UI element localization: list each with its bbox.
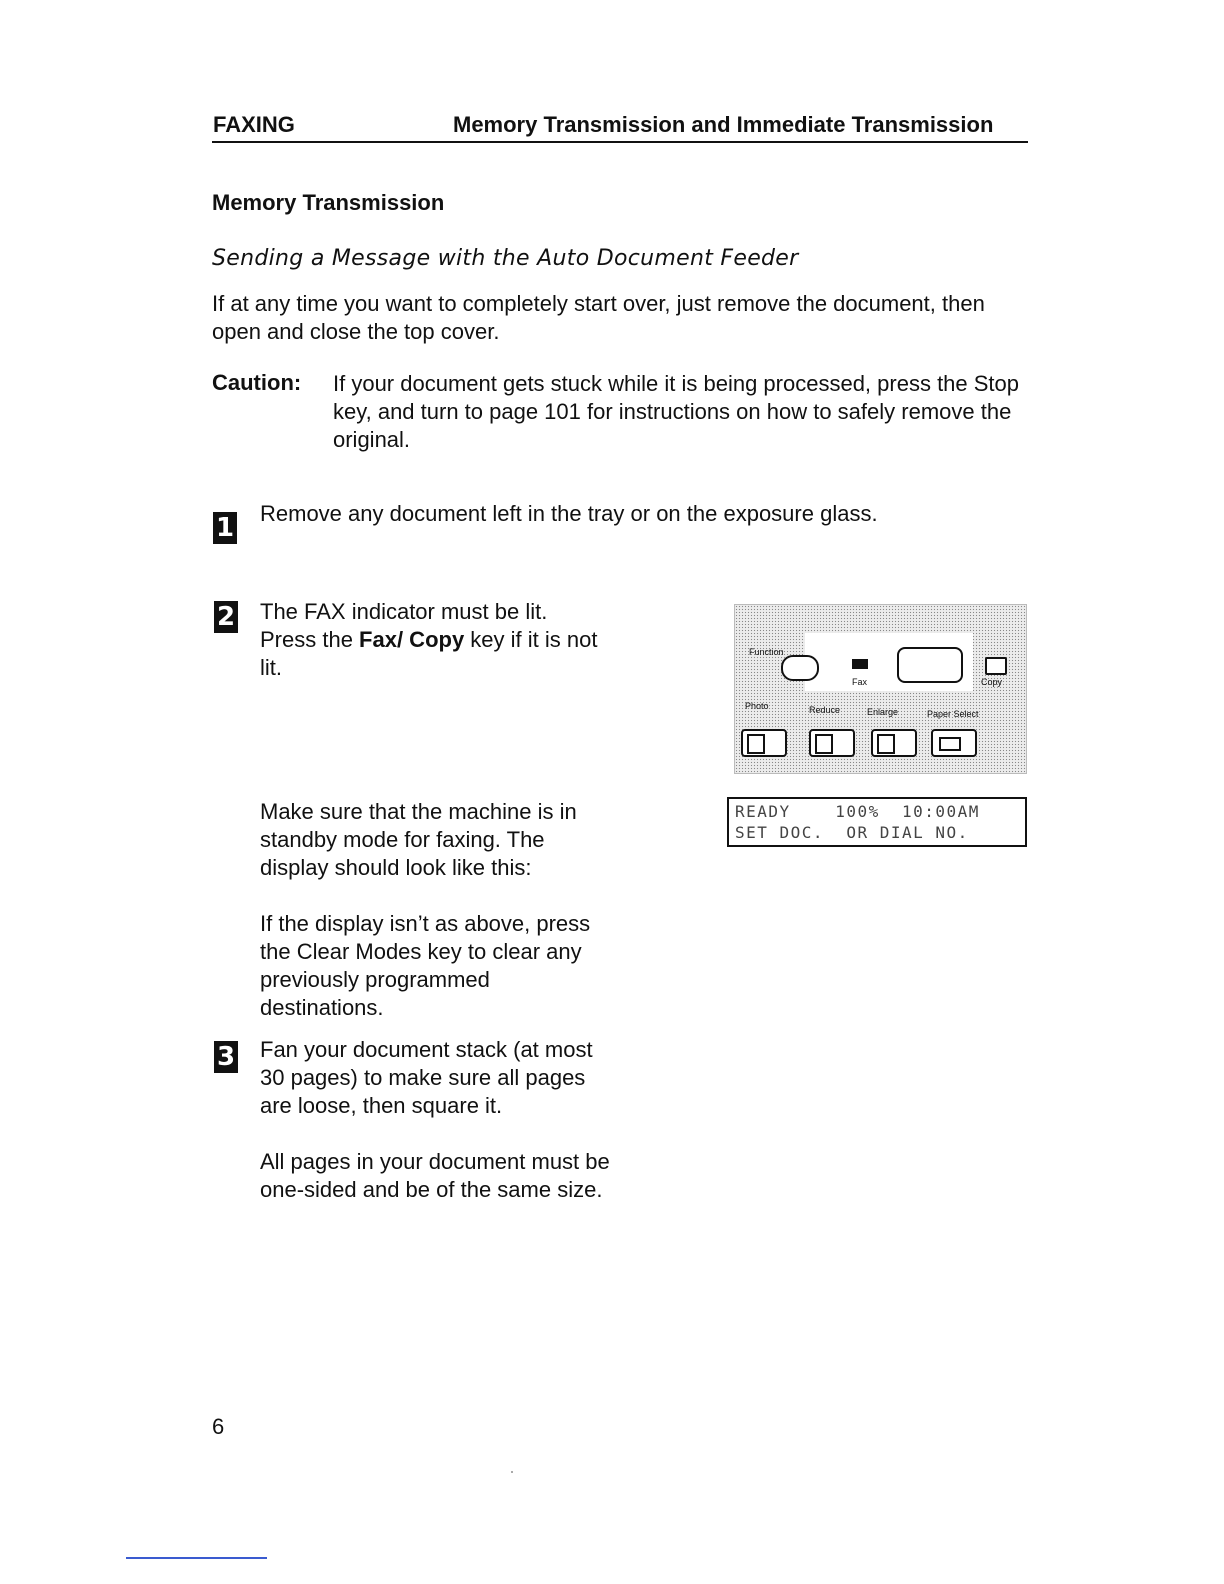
- footer-line: [126, 1557, 267, 1559]
- step-number-2: 2: [214, 601, 238, 633]
- reduce-button-illustration: [809, 729, 855, 757]
- fax-label: Fax: [852, 677, 868, 687]
- header-rule: [212, 141, 1028, 143]
- step-2-note-standby: Make sure that the machine is in standby mode for faxing. The display should look like this:: [260, 799, 577, 880]
- intro-paragraph: If at any time you want to completely start over, just remove the document, then open and close the top cover.: [212, 291, 985, 344]
- step-1-text: Remove any document left in the tray or on the exposure glass.: [260, 501, 878, 526]
- header-section-label: FAXING: [213, 112, 295, 137]
- section-title: Memory Transmission: [212, 190, 445, 215]
- step-3-note: All pages in your document must be one-sided and be of the same size.: [260, 1149, 610, 1202]
- subtitle: Sending a Message with the Auto Document Feeder: [212, 246, 799, 271]
- fax-indicator-led: [852, 659, 868, 669]
- fax-copy-key-illustration: [897, 647, 963, 683]
- copy-indicator-led: [985, 657, 1007, 675]
- scan-speck: [511, 1471, 513, 1473]
- fax-copy-key-name: Fax/ Copy: [359, 627, 465, 652]
- step-2-text: [260, 598, 600, 682]
- step-2-text-after: key if it is not lit.: [260, 627, 598, 680]
- enlarge-button-illustration: [871, 729, 917, 757]
- photo-label: Photo: [745, 701, 769, 711]
- photo-button-illustration: [741, 729, 787, 757]
- lcd-line-1: READY 100% 10:00AM: [735, 802, 980, 821]
- lcd-display: [727, 797, 1027, 847]
- control-panel-illustration: [734, 604, 1027, 774]
- step-2-text-before: The FAX indicator must be lit. Press the: [260, 599, 548, 652]
- paper-select-button-illustration: [931, 729, 977, 757]
- function-label: Function: [749, 647, 784, 657]
- caution-text: If your document gets stuck while it is being processed, press the Stop key, and turn to page 101 for instructions on how to safely remove the original.: [333, 371, 1020, 452]
- step-number-3: 3: [214, 1041, 238, 1073]
- caution-label: Caution:: [212, 370, 302, 395]
- header-page-title: Memory Transmission and Immediate Transmission: [453, 112, 994, 137]
- reduce-label: Reduce: [809, 705, 841, 715]
- step-3-text: Fan your document stack (at most 30 pages) to make sure all pages are loose, then square it.: [260, 1037, 593, 1118]
- paper-select-label: Paper Select: [927, 709, 979, 719]
- page-number: 6: [212, 1414, 225, 1439]
- enlarge-label: Enlarge: [867, 707, 899, 717]
- step-2-note-clear-modes: If the display isn’t as above, press the Clear Modes key to clear any previously programmed destinations.: [260, 911, 591, 1020]
- lcd-line-2: SET DOC. OR DIAL NO.: [735, 823, 969, 842]
- copy-label: Copy: [981, 677, 1003, 687]
- step-number-1: 1: [213, 512, 237, 544]
- function-key-illustration: [781, 655, 819, 681]
